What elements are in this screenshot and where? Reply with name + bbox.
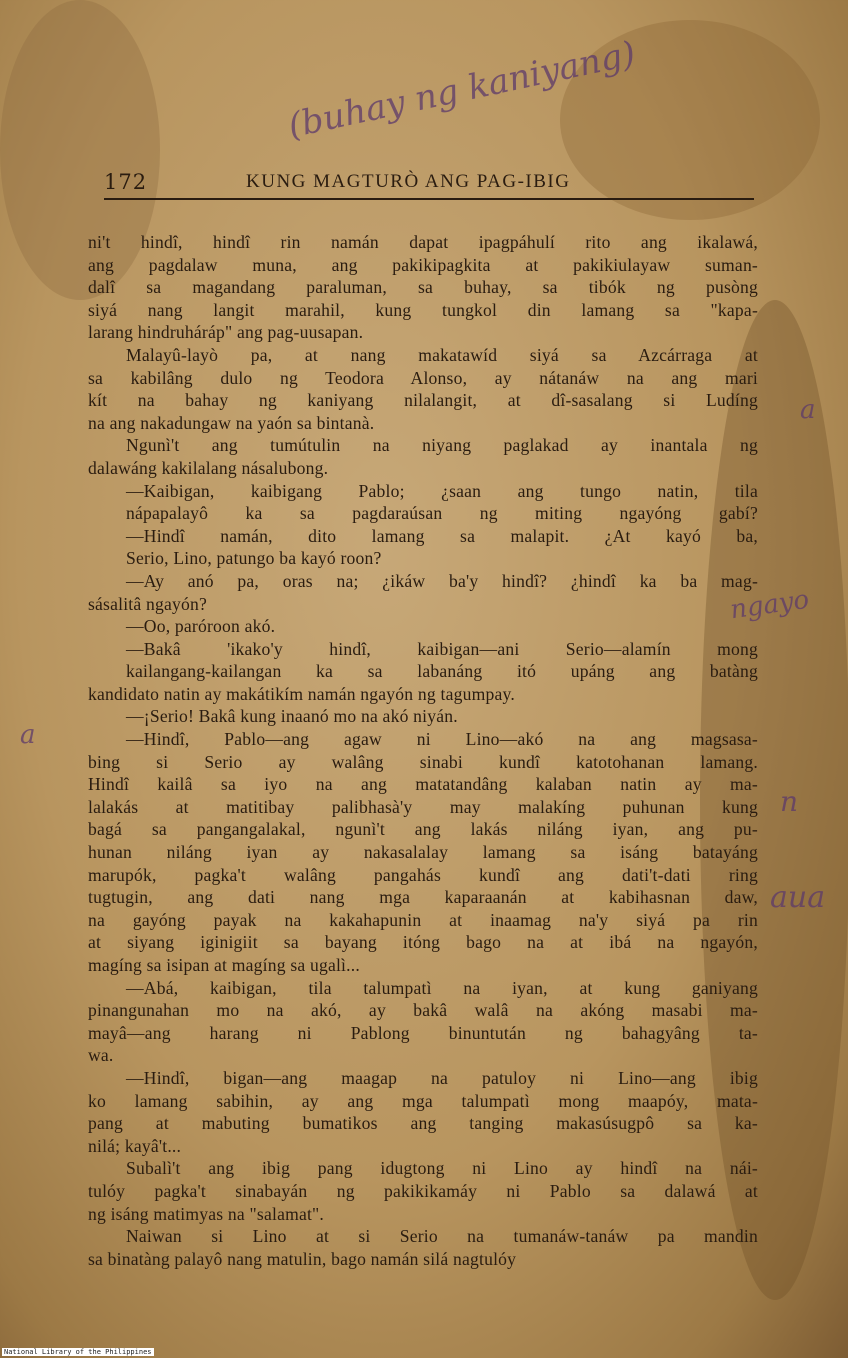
- text-line: marupók, pagka't walâng pangahás kundî ang dati't-dati ring: [88, 864, 758, 885]
- text-line: —Kaibigan, kaibigang Pablo; ¿saan ang tungo natin, tila: [126, 480, 758, 501]
- handwritten-margin-right-a: a: [800, 395, 816, 425]
- text-line: bing si Serio ay walâng sinabi kundî katotohanan lamang.: [88, 751, 758, 772]
- text-line: nápapalayô ka sa pagdaraúsan ng miting ngayóng gabí?: [126, 503, 758, 524]
- library-footer: National Library of the Philippines: [4, 1348, 152, 1356]
- text-line: sásalitâ ngayón?: [88, 593, 207, 614]
- text-line: kailangang-kailangan ka sa labanáng itó upáng ang batàng: [126, 661, 758, 682]
- text-line: Ngunì't ang tumútulin na niyang paglakad ay inantala ng: [126, 435, 758, 456]
- text-line: lalakás at matitibay palibhasà'y may malakíng puhunan kung: [88, 796, 758, 817]
- text-line: Naiwan si Lino at si Serio na tumanáw-tanáw pa mandin: [126, 1226, 758, 1247]
- text-line: tugtugin, ang dati nang mga kaparaanán at kabihasnan daw,: [88, 887, 758, 908]
- handwritten-margin-ngayon: ngayo: [728, 584, 811, 626]
- text-line: —Hindî namán, dito lamang sa malapit. ¿At kayó ba,: [126, 525, 758, 546]
- text-line: Hindî kailâ sa iyo na ang matatandâng kalaban natin ay ma-: [88, 774, 758, 795]
- text-line: dalawáng kakilalang násalubong.: [88, 457, 329, 478]
- text-line: mayâ—ang harang ni Pablong binuntután ng bahagyâng ta-: [88, 1022, 758, 1043]
- text-line: kít na bahay ng kaniyang nilalangit, at dî-sasalang si Ludíng: [88, 390, 758, 411]
- text-line: na gayóng payak na kakahapunin at inaamag na'y siyá pa rin: [88, 909, 758, 930]
- text-line: —Hindî, Pablo—ang agaw ni Lino—akó na ang magsasa-: [126, 729, 758, 750]
- text-line: na ang nakadungaw na yaón sa bintanà.: [88, 412, 375, 433]
- text-line: kandidato natin ay makátikím namán ngayón ng tagumpay.: [88, 683, 515, 704]
- text-line: bagá sa pangangalakal, ngunì't ang lakás niláng iyan, ang pu-: [88, 819, 758, 840]
- handwritten-margin-a: a: [20, 720, 36, 750]
- text-line: magíng sa isipan at magíng sa ugalì...: [88, 955, 360, 975]
- text-line: nilá; kayâ't...: [88, 1135, 182, 1156]
- text-line: ni't hindî, hindî rin namán dapat ipagpáhulí rito ang ikalawá,: [88, 232, 758, 252]
- text-line: sa binatàng palayô nang matulin, bago namán silá nagtulóy: [88, 1248, 517, 1269]
- text-line: wa.: [88, 1045, 114, 1066]
- text-line: tulóy pagka't sinabayán ng pakikikamáy ni Pablo sa dalawá at: [88, 1180, 758, 1201]
- text-line: pang at mabuting bumatikos ang tanging makasúsugpô sa ka-: [88, 1113, 758, 1134]
- text-line: at siyang iginigiit sa bayang itóng bago na at ibá na ngayón,: [88, 932, 758, 953]
- text-line: —Bakâ 'ikako'y hindî, kaibigan—ani Serio—alamín mong: [126, 638, 758, 659]
- text-line: —Ay anó pa, oras na; ¿ikáw ba'y hindî? ¿hindî ka ba mag-: [126, 570, 758, 591]
- handwritten-margin-aua: aua: [770, 880, 826, 915]
- handwritten-margin-n: n: [780, 785, 799, 818]
- text-line: —Abá, kaibigan, tila talumpatì na iyan, at kung ganiyang: [126, 977, 758, 998]
- text-line: hunan niláng iyan ay nakasalalay lamang sa isáng batayáng: [88, 842, 758, 863]
- text-line: —Hindî, bigan—ang maagap na patuloy ni Lino—ang ibig: [126, 1067, 758, 1088]
- text-line: —¡Serio! Bakâ kung inaanó mo na akó niyán.: [126, 706, 458, 727]
- page-header: [104, 170, 754, 200]
- text-line: larang hindruháráp" ang pag-uusapan.: [88, 322, 364, 343]
- text-line: Subalì't ang ibig pang idugtong ni Lino ay hindî na nái-: [126, 1158, 758, 1179]
- text-line: dalî sa magandang paraluman, sa buhay, sa tibók ng pusòng: [88, 277, 758, 298]
- handwritten-note-top: (buhay ng kaniyang): [284, 33, 639, 147]
- text-line: —Oo, paróroon akó.: [126, 616, 276, 637]
- body-text: [88, 231, 758, 1270]
- text-line: ng isáng matimyas na "salamat".: [88, 1203, 325, 1224]
- text-line: ko lamang sabihin, ay ang mga talumpatì mong maapóy, mata-: [88, 1090, 758, 1111]
- text-line: sa kabilâng dulo ng Teodora Alonso, ay nátanáw na ang mari: [88, 367, 758, 388]
- text-line: pinangunahan mo na akó, ay bakâ walâ na akóng masabi ma-: [88, 1000, 758, 1021]
- text-line: Malayû-layò pa, at nang makatawíd siyá sa Azcárraga at: [126, 344, 758, 365]
- text-line: ang pagdalaw muna, ang pakikipagkita at pakikiulayaw suman-: [88, 254, 758, 275]
- text-line: siyá nang langit marahil, kung tungkol din lamang sa "kapa-: [88, 299, 758, 320]
- text-line: Serio, Lino, patungo ba kayó roon?: [126, 548, 382, 569]
- page-number: 172: [104, 170, 148, 194]
- running-head: KUNG MAGTURÒ ANG PAG-IBIG: [246, 171, 571, 192]
- header-rule: [104, 198, 754, 200]
